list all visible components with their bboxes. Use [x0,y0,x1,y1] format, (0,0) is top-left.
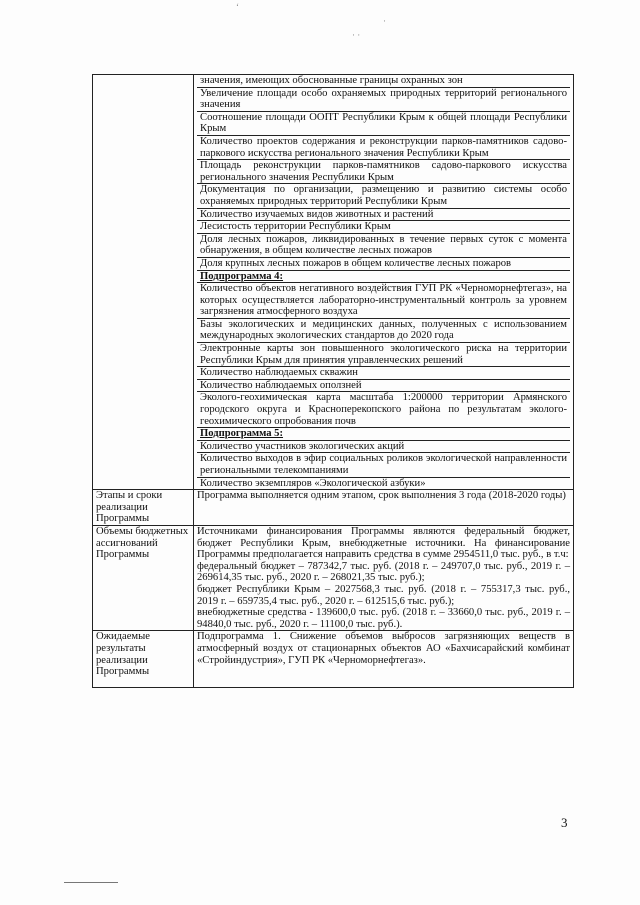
results-row [93,631,574,688]
list-item: Лесистость территории Республики Крым [197,221,570,234]
list-item: Количество экземпляров «Экологической азбуки» [200,477,426,489]
indicators-label-cell [93,75,194,490]
list-item: Количество выходов в эфир социальных роликов экологической направленности региональными телекомпаниями [197,453,570,477]
list-item: Соотношение площади ООПТ Республики Крым к общей площади Республики Крым [197,112,570,136]
indicators-row [93,75,574,490]
scan-mark: · · [352,30,361,40]
budget-label: Объемы бюджетных ассигнований Программы [93,525,194,630]
scan-mark: ʻ [236,2,239,12]
list-item: Количество наблюдаемых скважин [197,367,570,380]
scan-mark: · [383,16,386,26]
passport-table [92,74,574,688]
list-item: значения, имеющих обоснованные границы охранных зон [197,75,570,88]
list-item: Эколого-геохимическая карта масштаба 1:200000 территории Армянского городского округа и Красноперекопского района по результатам эколого-геохимического опробования почв [197,392,570,428]
stages-row [93,490,574,526]
subprogram-heading: Подпрограмма 4: [197,271,570,284]
list-item: Количество объектов негативного воздействия ГУП РК «Черноморнефтегаз», на которых осуществляется лабораторно-инструментальный контроль за уровнем загрязнения атмосферного воздуха [197,283,570,319]
list-item: Документация по организации, размещению и развитию системы особо охраняемых природных территорий Республики Крым [197,184,570,208]
list-item: Доля лесных пожаров, ликвидированных в течение первых суток с момента обнаружения, в общем количестве лесных пожаров [197,234,570,258]
list-item: Площадь реконструкции парков-памятников садово-паркового искусства регионального значения Республики Крым [197,160,570,184]
list-item: Увеличение площади особо охраняемых природных территорий регионального значения [197,88,570,112]
stages-label: Этапы и сроки реализации Программы [93,490,194,526]
stages-text: Программа выполняется одним этапом, срок выполнения 3 года (2018-2020 годы) [194,490,574,526]
results-text: Подпрограмма 1. Снижение объемов выбросов загрязняющих веществ в атмосферный воздух от стационарных объектов АО «Бахчисарайский комбинат «Стройиндустрия», ГУП РК «Черноморнефтегаз». [194,631,574,688]
list-item: Количество изучаемых видов животных и растений [197,209,570,222]
footer-divider [64,882,118,883]
budget-row [93,525,574,630]
list-item: Количество проектов содержания и реконструкции парков-памятников садово-паркового искусства регионального значения Республики Крым [197,136,570,160]
page-number: 3 [561,815,568,830]
list-item: Количество наблюдаемых оползней [197,380,570,393]
list-item: Доля крупных лесных пожаров в общем количестве лесных пожаров [197,258,570,271]
budget-text: Источниками финансирования Программы являются федеральный бюджет, бюджет Республики Крым, внебюджетные источники. На финансирование Программы предполагается направить средства в сумме 2954511,0 тыс. руб., в т.ч: федеральный бюджет – 787342,7 тыс. руб. (2018 г. – 249707,0 тыс. руб., 2019 г. – 269614,35 тыс. руб., 2020 г. – 268021,35 тыс. руб.); бюджет Республики Крым – 2027568,3 тыс. руб. (2018 г. – 755317,3 тыс. руб., 2019 г. – 659735,4 тыс. руб., 2020 г. – 612515,6 тыс. руб.); внебюджетные средства - 139600,0 тыс. руб. (2018 г. – 33660,0 тыс. руб., 2019 г. – 94840,0 тыс. руб., 2020 г. – 11100,0 тыс. руб.). [194,525,574,630]
list-item: Базы экологических и медицинских данных, полученных с использованием международных экологических стандартов до 2020 года [197,319,570,343]
results-label: Ожидаемые результаты реализации Программы [93,631,194,688]
list-item: Количество участников экологических акций [197,441,570,454]
list-item: Электронные карты зон повышенного экологического риска на территории Республики Крым для принятия управленческих решений [197,343,570,367]
indicators-list [194,75,574,490]
subprogram-heading: Подпрограмма 5: [197,428,570,441]
